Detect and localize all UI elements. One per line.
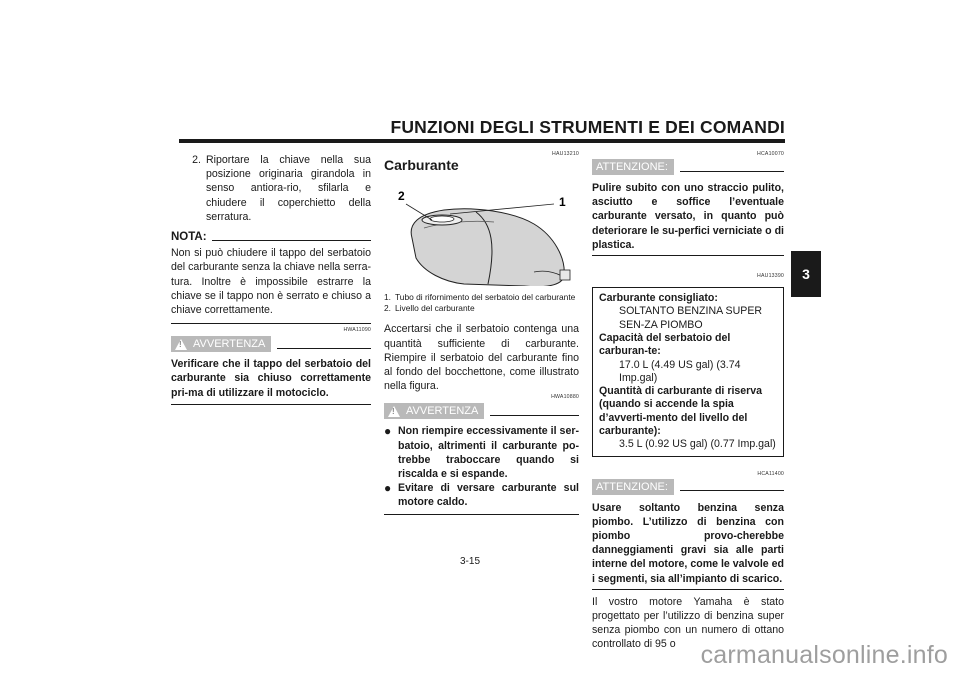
note-rule xyxy=(212,240,371,241)
note-label: NOTA: xyxy=(171,231,207,244)
column-left xyxy=(171,153,371,405)
figure-callout-1: 1 xyxy=(559,195,566,210)
spec-code: HAU13390 xyxy=(757,273,784,280)
caution-end-rule xyxy=(592,255,784,256)
column-right xyxy=(592,150,784,652)
warning-rule xyxy=(490,415,579,416)
caution-rule xyxy=(680,171,784,172)
note-end-rule xyxy=(171,323,371,324)
warning-bullet-2 xyxy=(384,481,579,509)
spec-reserve-label: Quantità di carburante di riserva (quando si accende la spia d’avverti-mento del livello del carburante): xyxy=(599,385,763,437)
callout-line-2 xyxy=(406,204,432,220)
spec-capacity-label: Capacità del serbatoio del carburan-te: xyxy=(599,331,731,358)
warning-heading xyxy=(171,336,371,352)
caution-code: HCA10070 xyxy=(757,151,784,157)
spec-capacity-value: 17.0 L (4.49 US gal) (3.74 Imp.gal) xyxy=(619,358,741,384)
caution-text: Usare soltanto benzina senza piombo. L’utilizzo di benzina con piombo provo-cherebbe danneggiamenti gravi sia alle parti interne del motore, come le valvole ed i segmenti, sia all’impianto di scarico. xyxy=(592,501,784,585)
warning-code: HWA11090 xyxy=(343,327,371,334)
section-title: Carburante xyxy=(384,157,459,173)
spec-recommended-label: Carburante consigliato: xyxy=(599,292,718,305)
warning-end-rule xyxy=(171,404,371,405)
fuel-tank-figure xyxy=(384,176,579,286)
spec-recommended-value: SOLTANTO BENZINA SUPER SEN-ZA PIOMBO xyxy=(619,305,763,331)
bullet-text: Non riempire eccessivamente il ser-batoio, altrimenti il carburante po-trebbe traboccare quando si riscalda e si espande. xyxy=(398,425,579,481)
fuel-spec-box xyxy=(592,287,784,457)
header-rule xyxy=(179,139,785,143)
note-text: Non si può chiudere il tappo del serbatoio del carburante senza la chiave nella serra-tura. Inoltre è impossibile estrarre la chiave se il tappo non è serrato e chiuso a chiave correttamente. xyxy=(171,247,371,317)
warning-triangle-icon: ! xyxy=(175,339,187,350)
engine-body-text: Il vostro motore Yamaha è stato progettato per l’utilizzo di benzina super senza piombo con un numero di ottano controllato di 95 o xyxy=(592,595,784,651)
caption-item-2 xyxy=(384,303,579,314)
warning-rule xyxy=(277,348,371,349)
column-middle xyxy=(384,150,579,515)
caution-badge: ATTENZIONE: xyxy=(592,159,674,175)
section-code: HAU13210 xyxy=(552,151,579,157)
warning-badge xyxy=(171,336,271,352)
warning-bullet-1 xyxy=(384,424,579,481)
watermark: carmanualsonline.info xyxy=(700,641,948,669)
warning-label: AVVERTENZA xyxy=(193,338,266,351)
fuel-body-text: Accertarsi che il serbatoio contenga una quantità sufficiente di carburante. Riempire il serbatoio del carburante fino al fondo del bocchettone, come illustrato nella figura. xyxy=(384,323,579,393)
caution-badge: ATTENZIONE: xyxy=(592,479,674,495)
warning-triangle-icon: ! xyxy=(388,406,400,417)
chapter-tab[interactable]: 3 xyxy=(791,251,821,297)
step-text: Riportare la chiave nella sua posizione originaria girandola in senso antiora-rio, sfilarla e chiudere il coperchietto della serratura. xyxy=(206,154,371,223)
caution-end-rule xyxy=(592,589,784,590)
caution-rule xyxy=(680,490,784,491)
warning-code: HWA10880 xyxy=(551,394,579,401)
caution-heading xyxy=(592,479,784,495)
warning-text: Verificare che il tappo del serbatoio del carburante sia chiuso correttamente pri-ma di utilizzare il motociclo. xyxy=(171,358,371,399)
step-number: 2. xyxy=(192,154,201,166)
warning-label: AVVERTENZA xyxy=(406,405,479,418)
warning-end-rule xyxy=(384,514,579,515)
warning-badge xyxy=(384,403,484,419)
spec-reserve-value: 3.5 L (0.92 US gal) (0.77 Imp.gal) xyxy=(619,438,776,451)
caption-number: 2. xyxy=(384,303,391,314)
caption-text: Livello del carburante xyxy=(395,303,475,314)
figure-callout-2: 2 xyxy=(398,189,405,204)
note-heading xyxy=(171,230,371,244)
caption-number: 1. xyxy=(384,292,391,303)
caution-code: HCA11400 xyxy=(757,470,784,477)
bullet-dot-icon: ● xyxy=(384,481,392,496)
caption-item-1 xyxy=(384,292,579,303)
page-number: 3-15 xyxy=(460,556,481,567)
bullet-text: Evitare di versare carburante sul motore caldo. xyxy=(398,482,579,509)
figure-caption xyxy=(384,292,579,314)
caution-text: Pulire subito con uno straccio pulito, asciutto e soffice l’eventuale carburante versato, in quanto può deteriorare le su-perfici verniciate o di plastica. xyxy=(592,182,784,251)
bullet-dot-icon: ● xyxy=(384,424,392,439)
caption-text: Tubo di rifornimento del serbatoio del carburante xyxy=(395,292,576,303)
page-title: FUNZIONI DEGLI STRUMENTI E DEI COMANDI xyxy=(390,117,785,137)
warning-heading xyxy=(384,403,579,419)
step-2 xyxy=(171,153,371,224)
caution-heading xyxy=(592,159,784,175)
